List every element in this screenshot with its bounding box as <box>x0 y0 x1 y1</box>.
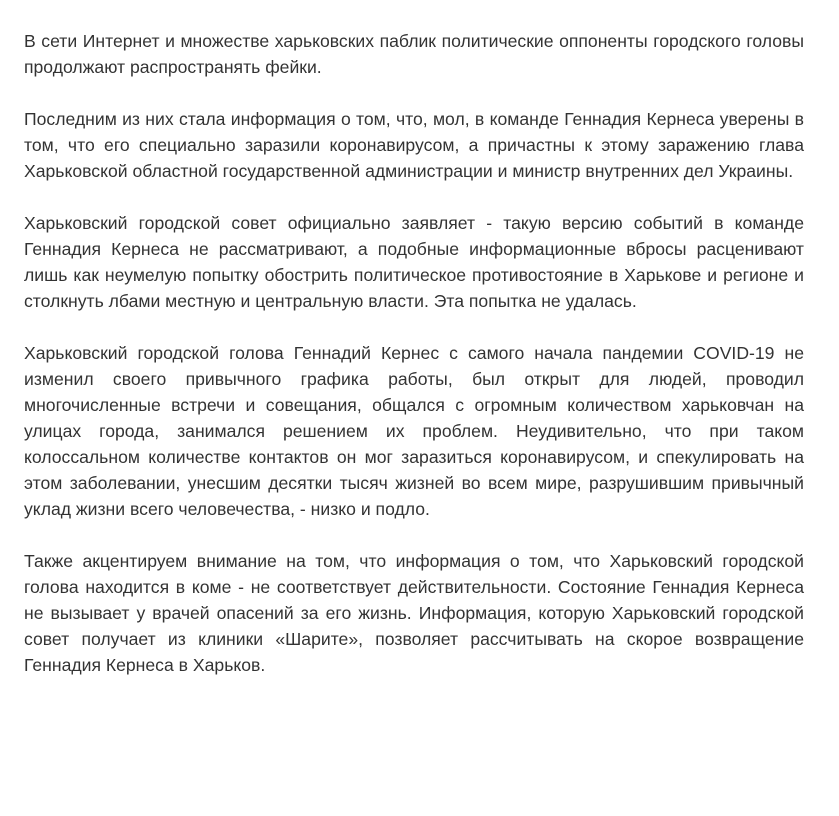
article-paragraph-4: Харьковский городской голова Геннадий Кернес с самого начала пандемии COVID-19 не изменил своего привычного графика работы, был открыт для людей, проводил многочисленные встречи и совещания, общался с огромным количеством харьковчан на улицах города, занимался решением их проблем. Неудивительно, что при таком колоссальном количестве контактов он мог заразиться коронавирусом, и спекулировать на этом заболевании, унесшим десятки тысяч жизней во всем мире, разрушившим привычный уклад жизни всего человечества, - низко и подло. <box>24 343 804 519</box>
article-paragraph-1: В сети Интернет и множестве харьковских паблик политические оппоненты городского головы продолжают распространять фейки. <box>24 31 804 77</box>
article-paragraph-2: Последним из них стала информация о том, что, мол, в команде Геннадия Кернеса уверены в том, что его специально заразили коронавирусом, а причастны к этому заражению глава Харьковской областной государственной администрации и министр внутренних дел Украины. <box>24 109 804 181</box>
article-body <box>24 28 804 704</box>
article-paragraph-5: Также акцентируем внимание на том, что информация о том, что Харьковский городской голова находится в коме - не соответствует действительности. Состояние Геннадия Кернеса не вызывает у врачей опасений за его жизнь. Информация, которую Харьковский городской совет получает из клиники «Шарите», позволяет рассчитывать на скорое возвращение Геннадия Кернеса в Харьков. <box>24 551 804 675</box>
article-paragraph-3: Харьковский городской совет официально заявляет - такую версию событий в команде Геннадия Кернеса не рассматривают, а подобные информационные вбросы расценивают лишь как неумелую попытку обострить политическое противостояние в Харькове и регионе и столкнуть лбами местную и центральную власти. Эта попытка не удалась. <box>24 213 804 311</box>
